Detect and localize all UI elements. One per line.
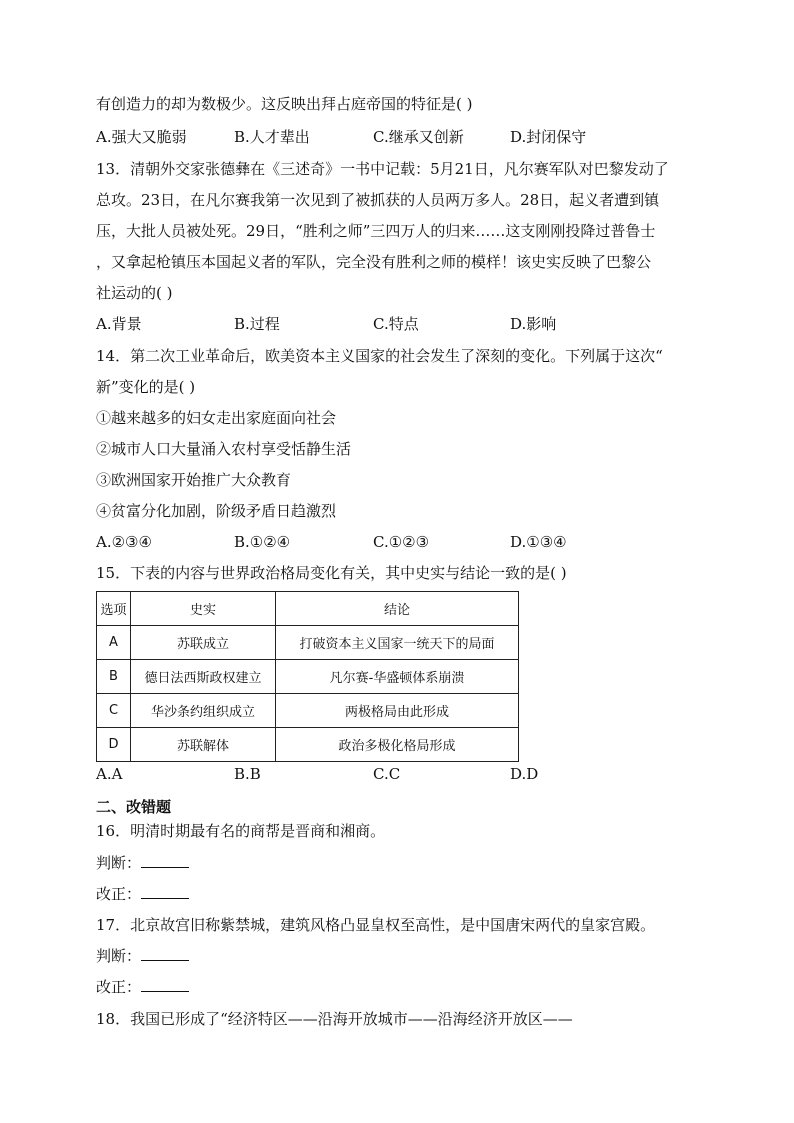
q15-option-a[interactable]: A.A	[96, 765, 123, 783]
q13-line-1: 13．清朝外交家张德彝在《三述奇》一书中记载：5月21日，凡尔赛军队对巴黎发动了	[96, 160, 669, 178]
q14-option-b[interactable]: B.①②④	[234, 533, 291, 551]
q12-option-b[interactable]: B.人才辈出	[234, 128, 310, 146]
q17-judge-blank[interactable]	[141, 946, 189, 961]
table-cell-option: D	[97, 728, 131, 762]
table-cell-fact: 德日法西斯政权建立	[131, 660, 276, 694]
table-header-conclusion: 结论	[276, 592, 519, 626]
table-cell-conclusion: 凡尔赛-华盛顿体系崩溃	[276, 660, 519, 694]
q14-item-1: ①越来越多的妇女走出家庭面向社会	[96, 409, 337, 427]
q14-line-1: 14．第二次工业革命后，欧美资本主义国家的社会发生了深刻的变化。下列属于这次“	[96, 347, 663, 365]
table-row	[97, 660, 519, 694]
q17-correct-row	[96, 976, 189, 998]
q15-option-c[interactable]: C.C	[373, 765, 401, 783]
q16-line: 16．明清时期最有名的商帮是晋商和湘商。	[96, 822, 386, 840]
correct-label: 改正：	[96, 885, 142, 903]
table-row	[97, 626, 519, 660]
q15-table	[96, 591, 519, 762]
q14-item-3: ③欧洲国家开始推广大众教育	[96, 471, 292, 489]
q16-correct-blank[interactable]	[141, 884, 189, 899]
judge-label: 判断：	[96, 947, 142, 965]
table-cell-option: C	[97, 694, 131, 728]
q15-option-d[interactable]: D.D	[510, 765, 539, 783]
q14-item-2: ②城市人口大量涌入农村享受恬静生活	[96, 440, 352, 458]
table-cell-fact: 华沙条约组织成立	[131, 694, 276, 728]
table-cell-fact: 苏联成立	[131, 626, 276, 660]
judge-label: 判断：	[96, 854, 142, 872]
q14-option-d[interactable]: D.①③④	[510, 533, 567, 551]
q12-text: 有创造力的却为数极少。这反映出拜占庭帝国的特征是( )	[96, 95, 473, 113]
q12-option-a[interactable]: A.强大又脆弱	[96, 128, 187, 146]
q16-judge-row	[96, 852, 189, 874]
table-cell-conclusion: 政治多极化格局形成	[276, 728, 519, 762]
section-title: 二、改错题	[96, 798, 172, 816]
q12-option-c[interactable]: C.继承又创新	[373, 128, 464, 146]
table-cell-conclusion: 打破资本主义国家一统天下的局面	[276, 626, 519, 660]
table-row	[97, 694, 519, 728]
q13-line-5: 社运动的( )	[96, 284, 173, 302]
q14-option-a[interactable]: A.②③④	[96, 533, 152, 551]
table-header-option: 选项	[97, 592, 131, 626]
q13-option-b[interactable]: B.过程	[234, 315, 280, 333]
table-cell-option: A	[97, 626, 131, 660]
q18-line: 18．我国已形成了“经济特区——沿海开放城市——沿海经济开放区——	[96, 1010, 573, 1028]
q13-option-d[interactable]: D.影响	[510, 315, 557, 333]
table-header-fact: 史实	[131, 592, 276, 626]
q13-line-4: ，又拿起枪镇压本国起义者的军队，完全没有胜利之师的模样！该史实反映了巴黎公	[96, 253, 652, 271]
table-cell-conclusion: 两极格局由此形成	[276, 694, 519, 728]
q17-line: 17．北京故宫旧称紫禁城，建筑风格凸显皇权至高性，是中国唐宋两代的皇家宫殿。	[96, 916, 656, 934]
correct-label: 改正：	[96, 978, 142, 996]
q12-option-d[interactable]: D.封闭保守	[510, 128, 587, 146]
q14-option-c[interactable]: C.①②③	[373, 533, 430, 551]
q15-option-b[interactable]: B.B	[234, 765, 261, 783]
q13-option-c[interactable]: C.特点	[373, 315, 419, 333]
q13-line-3: 压，大批人员被处死。29日，“胜利之师”三四万人的归来……这支刚刚投降过普鲁士	[96, 222, 656, 240]
table-row	[97, 728, 519, 762]
q14-item-4: ④贫富分化加剧，阶级矛盾日趋激烈	[96, 502, 337, 520]
q16-correct-row	[96, 883, 189, 905]
table-header-row	[97, 592, 519, 626]
q15-line: 15．下表的内容与世界政治格局变化有关，其中史实与结论一致的是( )	[96, 564, 567, 582]
q17-correct-blank[interactable]	[141, 977, 189, 992]
q13-line-2: 总攻。23日，在凡尔赛我第一次见到了被抓获的人员两万多人。28日，起义者遭到镇	[96, 191, 660, 209]
q14-line-2: 新”变化的是( )	[96, 378, 196, 396]
table-cell-option: B	[97, 660, 131, 694]
q13-option-a[interactable]: A.背景	[96, 315, 142, 333]
q16-judge-blank[interactable]	[141, 853, 189, 868]
table-cell-fact: 苏联解体	[131, 728, 276, 762]
q17-judge-row	[96, 945, 189, 967]
